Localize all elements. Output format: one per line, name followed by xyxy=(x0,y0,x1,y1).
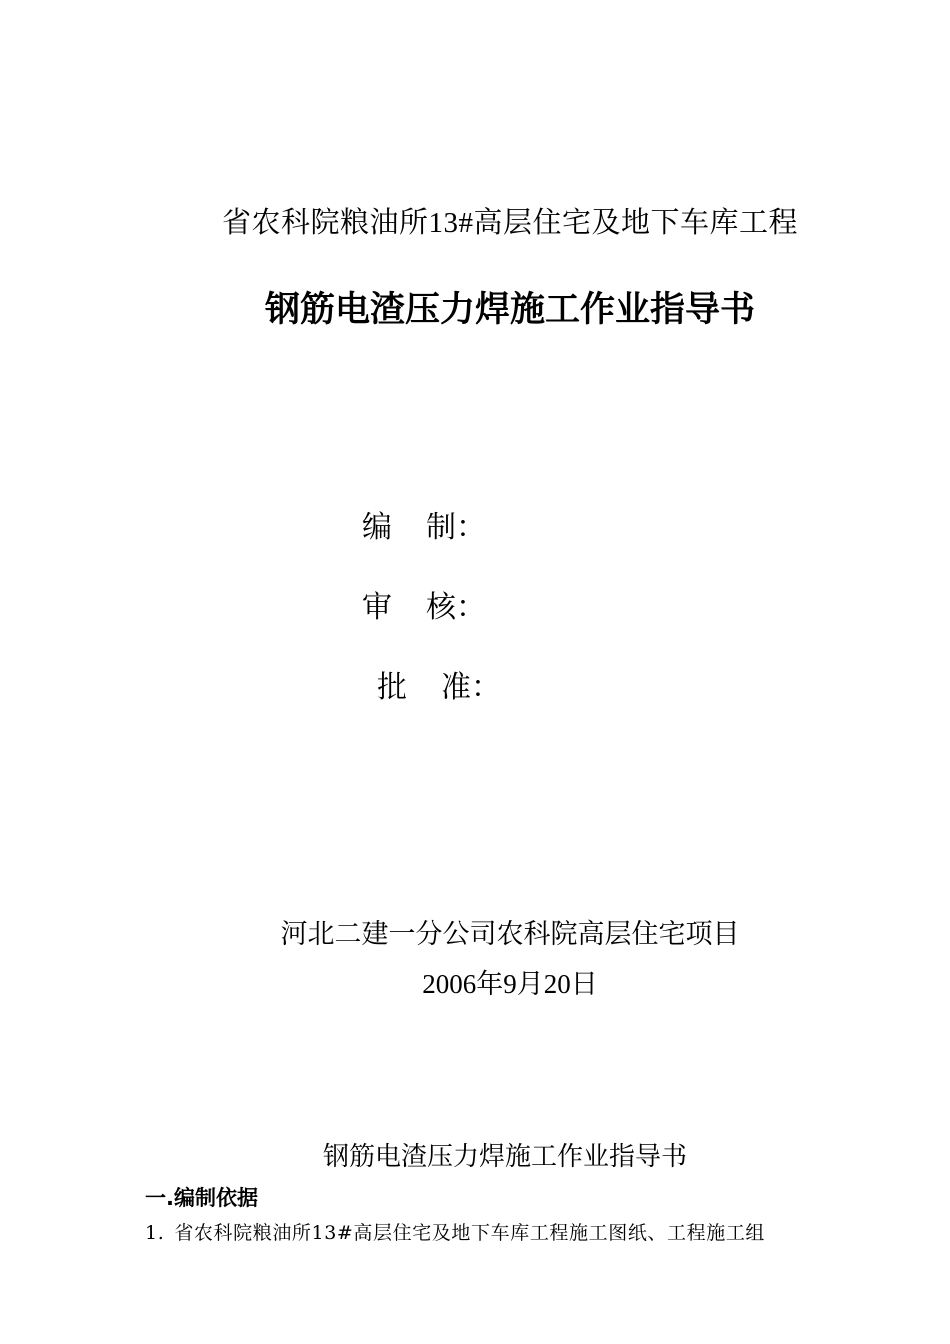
signature-approve-label-2: 准： xyxy=(441,670,501,705)
signature-review xyxy=(362,582,486,626)
company-name: 河北二建一分公司农科院高层住宅项目 xyxy=(280,919,740,950)
signature-review-label-1: 审 xyxy=(362,590,392,625)
signature-compile xyxy=(362,502,486,546)
list-item-number: 1. xyxy=(145,1222,165,1244)
document-date: 2006年9月20日 xyxy=(422,969,598,999)
project-title: 省农科院粮油所13#高层住宅及地下车库工程 xyxy=(221,207,798,239)
body-title: 钢筋电渣压力焊施工作业指导书 xyxy=(322,1142,687,1172)
signature-compile-label-1: 编 xyxy=(362,510,392,545)
signature-review-label-2: 核： xyxy=(426,590,486,625)
signature-approve xyxy=(377,662,501,706)
list-item xyxy=(145,1218,765,1245)
signature-approve-label-1: 批 xyxy=(377,670,407,705)
signature-compile-label-2: 制： xyxy=(426,510,486,545)
section-heading: 一.编制依据 xyxy=(145,1186,258,1210)
document-title: 钢筋电渣压力焊施工作业指导书 xyxy=(264,290,755,330)
list-item-text: 省农科院粮油所13#高层住宅及地下车库工程施工图纸、工程施工组 xyxy=(174,1222,766,1244)
